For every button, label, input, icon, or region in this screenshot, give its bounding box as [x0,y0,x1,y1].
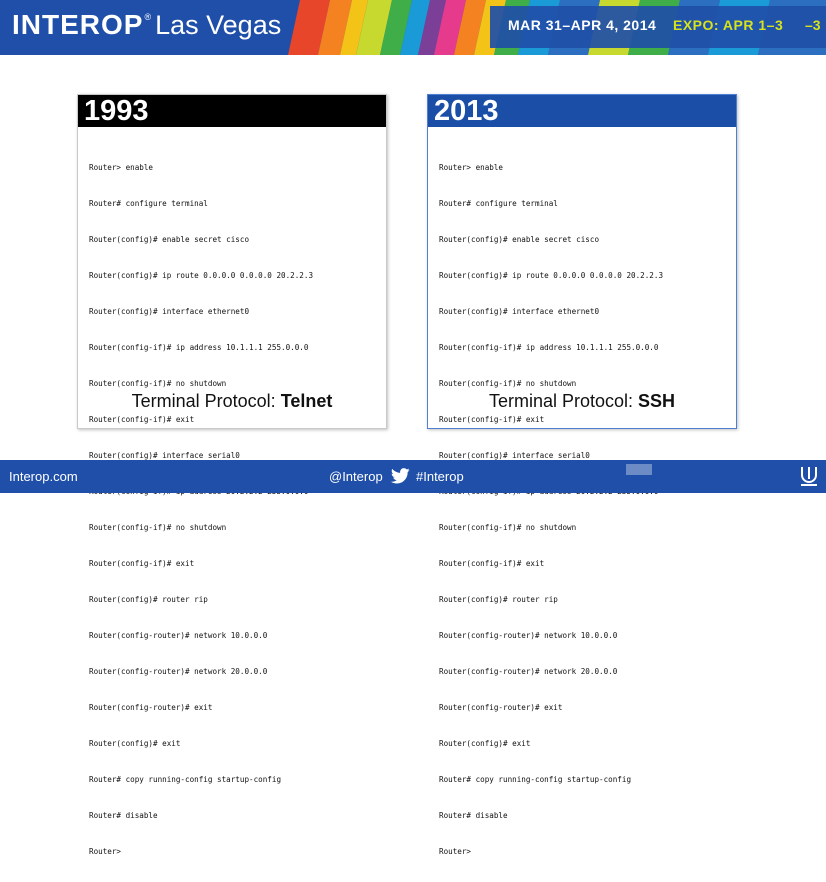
protocol-label: Terminal Protocol: [131,391,281,411]
brand-logo [12,9,281,45]
code-line: Router(config)# interface serial0 [89,451,240,460]
code-line: Router# copy running-config startup-config [439,775,632,784]
footer-website-link[interactable]: Interop.com [9,469,78,484]
year-heading: 2013 [428,95,736,127]
code-line: Router(config)# ip route 0.0.0.0 0.0.0.0 20.2.2.3 [439,271,664,280]
code-line: Router# disable [439,811,508,820]
code-line: Router> enable [89,163,154,172]
header-banner [0,0,826,55]
code-line: Router(config-if)# no shutdown [439,379,577,388]
protocol-caption [428,391,736,412]
code-line: Router(config-if)# no shutdown [89,523,227,532]
footer-bar [0,460,826,493]
brand-name: INTEROP [12,9,144,40]
code-line: Router(config)# enable secret cisco [439,235,600,244]
protocol-value: SSH [638,391,676,411]
event-dates: MAR 31–APR 4, 2014 [508,17,657,33]
code-line: Router(config-router)# network 20.0.0.0 [439,667,618,676]
ubm-logo-icon [798,464,820,490]
router-config-listing [89,138,381,882]
code-line: Router(config)# router rip [89,595,208,604]
code-line: Router(config-router)# exit [439,703,563,712]
code-line: Router(config-router)# network 10.0.0.0 [439,631,618,640]
code-line: Router(config)# interface ethernet0 [439,307,600,316]
year-heading: 1993 [78,95,386,127]
code-line: Router(config)# interface serial0 [439,451,590,460]
code-line: Router# disable [89,811,158,820]
code-line: Router(config)# exit [89,739,181,748]
code-line: Router(config-if)# exit [89,415,195,424]
code-line: Router# copy running-config startup-config [89,775,282,784]
code-line: Router(config-if)# no shutdown [439,523,577,532]
code-line: Router(config-if)# exit [439,559,545,568]
code-line: Router(config-if)# exit [89,559,195,568]
router-config-listing [439,138,731,882]
footer-twitter-handle[interactable]: @Interop [329,469,383,484]
footer-hashtag[interactable]: #Interop [416,469,464,484]
code-line: Router# configure terminal [439,199,558,208]
code-line: Router(config-if)# ip address 10.1.1.1 255.0.0.0 [439,343,659,352]
code-line: Router> [439,847,472,856]
code-line: Router(config)# interface ethernet0 [89,307,250,316]
code-line: Router# configure terminal [89,199,208,208]
protocol-caption [78,391,386,412]
code-line: Router(config-router)# exit [89,703,213,712]
brand-trademark: ® [144,12,152,22]
code-line: Router(config)# router rip [439,595,558,604]
code-line: Router> [89,847,122,856]
code-line: Router(config-if)# no shutdown [89,379,227,388]
twitter-bird-icon [391,468,410,484]
protocol-value: Telnet [280,391,333,411]
protocol-label: Terminal Protocol: [488,391,639,411]
code-line: Router(config-router)# network 20.0.0.0 [89,667,268,676]
code-line: Router(config-router)# network 10.0.0.0 [89,631,268,640]
code-line: Router> enable [439,163,504,172]
expo-dates: EXPO: APR 1–3 [673,17,784,33]
footer-decoration [626,464,652,475]
code-line: Router(config-if)# exit [439,415,545,424]
code-line: Router(config)# enable secret cisco [89,235,250,244]
expo-dates-overflow: –3 [805,17,821,33]
code-line: Router(config-if)# ip address 10.1.1.1 255.0.0.0 [89,343,309,352]
code-line: Router(config)# exit [439,739,531,748]
brand-city: Las Vegas [155,10,282,40]
code-line: Router(config)# ip route 0.0.0.0 0.0.0.0 20.2.2.3 [89,271,314,280]
